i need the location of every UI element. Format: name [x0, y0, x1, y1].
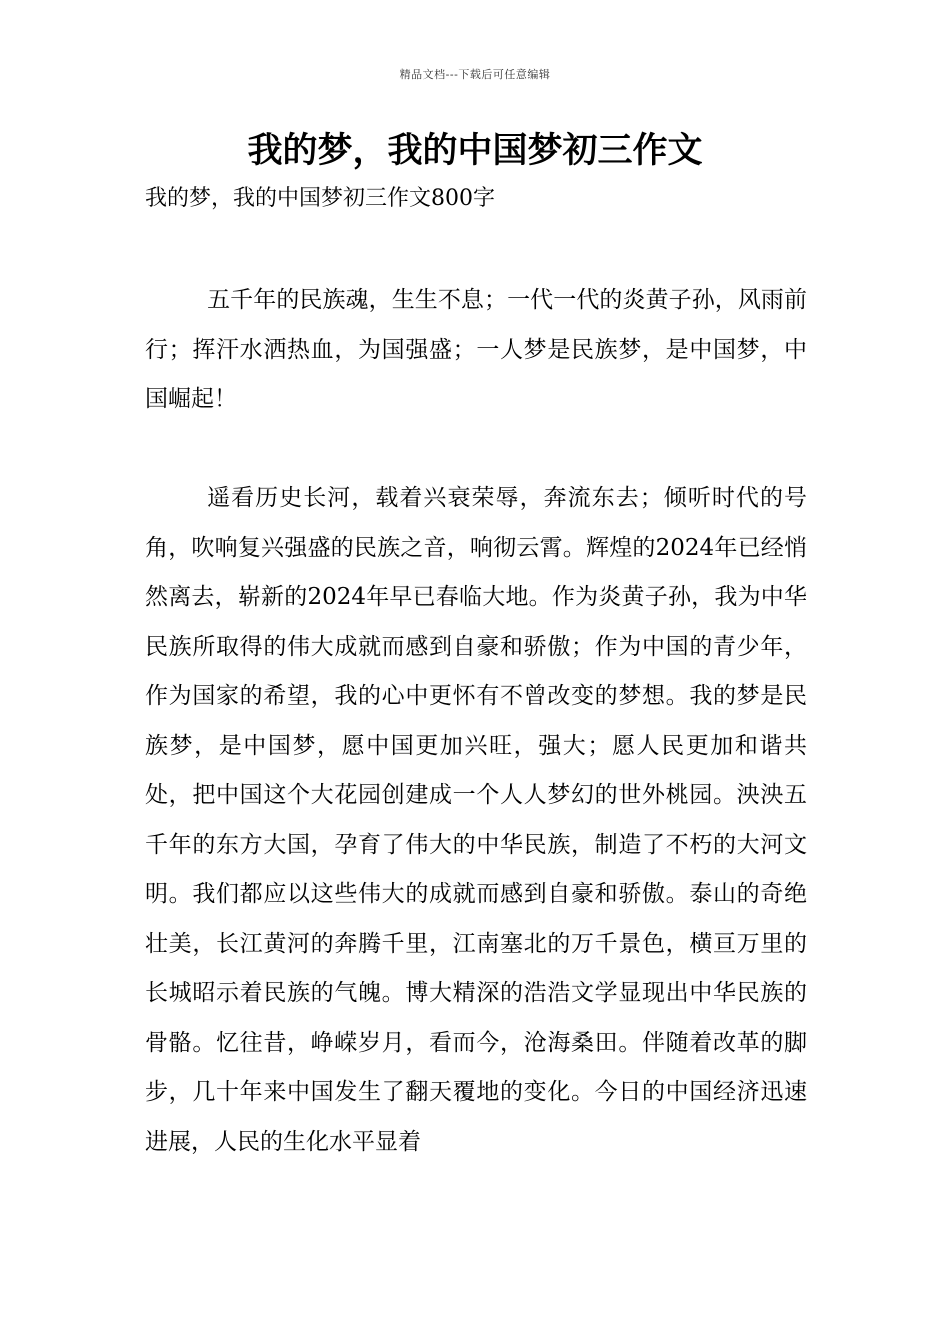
body-paragraph-1: 五千年的民族魂，生生不息；一代一代的炎黄子孙，风雨前行；挥汗水洒热血，为国强盛；一人梦是民族梦，是中国梦，中国崛起！ — [145, 287, 807, 412]
document-subtitle: 我的梦，我的中国梦初三作文800字 — [145, 186, 495, 211]
document-title: 我的梦，我的中国梦初三作文 — [247, 131, 703, 171]
body-paragraph-2: 遥看历史长河，载着兴衰荣辱，奔流东去；倾听时代的号角，吹响复兴强盛的民族之音，响彻云霄。辉煌的2024年已经悄然离去，崭新的2024年早已春临大地。作为炎黄子孙，我为中华民族所取得的伟大成就而感到自豪和骄傲；作为中国的青少年，作为国家的希望，我的心中更怀有不曾改变的梦想。我的梦是民族梦，是中国梦，愿中国更加兴旺，强大；愿人民更加和谐共处，把中国这个大花园创建成一个人人梦幻的世外桃园。泱泱五千年的东方大国，孕育了伟大的中华民族，制造了不朽的大河文明。我们都应以这些伟大的成就而感到自豪和骄傲。泰山的奇绝壮美，长江黄河的奔腾千里，江南塞北的万千景色，横亘万里的长城昭示着民族的气魄。博大精深的浩浩文学显现出中华民族的骨骼。忆往昔，峥嵘岁月，看而今，沧海桑田。伴随着改革的脚步，几十年来中国发生了翻天覆地的变化。今日的中国经济迅速进展，人民的生化水平显着 — [145, 485, 807, 1155]
header-note: 精品文档---下载后可任意编辑 — [399, 68, 551, 81]
